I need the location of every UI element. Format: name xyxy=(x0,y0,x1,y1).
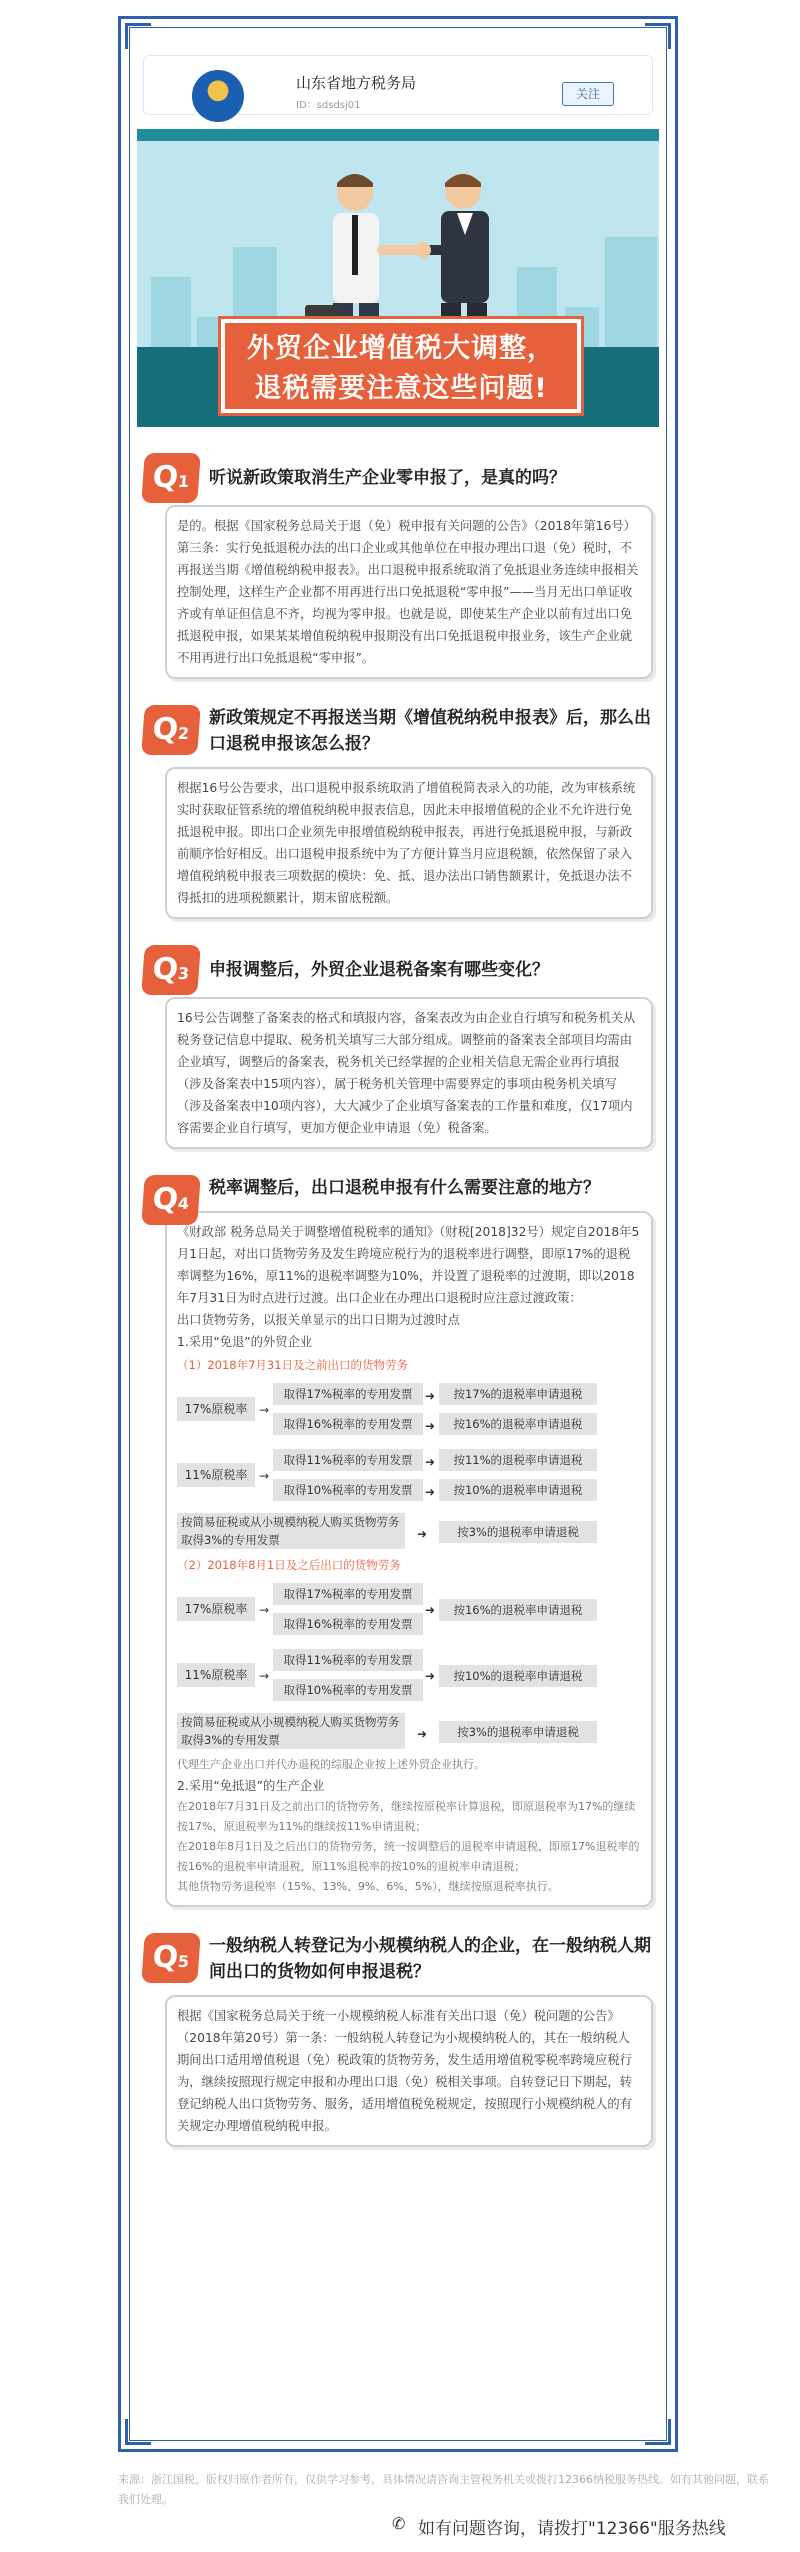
banner-title-line: 退税需要注意这些问题! xyxy=(254,373,548,404)
answer-subheading: 2.采用“免抵退”的生产企业 xyxy=(177,1779,325,1793)
flow-section-label: （2）2018年8月1日及之后出口的货物劳务 xyxy=(177,1558,401,1572)
badge-number: 1 xyxy=(177,472,190,491)
question-header xyxy=(143,945,653,987)
flow-diagram-17 xyxy=(177,1379,641,1441)
account-card[interactable] xyxy=(143,55,653,115)
flow-invoice-box: 取得10%税率的专用发票 xyxy=(273,1479,423,1501)
account-name: 山东省地方税务局 xyxy=(296,74,417,92)
question-title: 听说新政策取消生产企业零申报了，是真的吗？ xyxy=(209,468,566,488)
question-title: 申报调整后，外贸企业退税备案有哪些变化？ xyxy=(209,960,549,980)
follow-button[interactable]: 关注 xyxy=(562,82,614,106)
phone-icon: ✆ xyxy=(392,2514,406,2533)
question-title: 新政策规定不再报送当期《增值税纳税申报表》后，那么出口退税申报该怎么报？ xyxy=(209,708,651,754)
flow-invoice-box: 取得11%税率的专用发票 xyxy=(273,1649,423,1671)
arrow-icon: ➜ xyxy=(425,1485,436,1499)
question-section-5 xyxy=(143,1933,653,2147)
handshake-illustration xyxy=(297,165,517,345)
answer-box xyxy=(165,1211,653,1907)
banner-image xyxy=(137,129,659,427)
question-title: 一般纳税人转登记为小规模纳税人的企业，在一般纳税人期间出口的货物如何申报退税？ xyxy=(209,1936,651,1982)
flow-rate-box: 17%原税率 xyxy=(177,1397,255,1421)
flow-invoice-box: 取得16%税率的专用发票 xyxy=(273,1613,423,1635)
answer-note: 代理生产企业出口并代办退税的综服企业按上述外贸企业执行。 xyxy=(177,1758,485,1771)
question-section-3 xyxy=(143,945,653,1149)
flow-result-box: 按10%的退税率申请退税 xyxy=(439,1665,597,1687)
flow-result-box: 按3%的退税率申请退税 xyxy=(439,1521,597,1543)
source-note: 来源：浙江国税，版权归原作者所有，仅供学习参考，具体情况请咨询主管税务机关或拨打12366纳税服务热线。如有其他问题，联系我们处理。 xyxy=(118,2473,769,2506)
flow-invoice-box: 按简易征税或从小规模纳税人购买货物劳务取得3%的专用发票 xyxy=(177,1513,405,1549)
banner-title xyxy=(221,319,581,413)
flow-result-box: 按11%的退税率申请退税 xyxy=(439,1449,597,1471)
banner-top-strip xyxy=(137,129,659,141)
arrow-icon: ➜ xyxy=(425,1669,436,1683)
flow-diagram-3-new xyxy=(177,1711,641,1751)
question-section-1 xyxy=(143,453,653,679)
question-section-2 xyxy=(143,705,653,919)
question-badge xyxy=(141,1933,200,1983)
answer-paragraph: 出口货物劳务，以报关单显示的出口日期为过渡时点 xyxy=(177,1313,460,1327)
question-header xyxy=(143,453,653,495)
arrow-icon: ➜ xyxy=(425,1455,436,1469)
arrow-icon: → xyxy=(259,1469,270,1483)
flow-invoice-box: 取得16%税率的专用发票 xyxy=(273,1413,423,1435)
arrow-icon: ➜ xyxy=(417,1727,428,1741)
answer-note: 其他货物劳务退税率（15%、13%、9%、6%、5%），继续按原退税率执行。 xyxy=(177,1880,559,1893)
flow-result-box: 按16%的退税率申请退税 xyxy=(439,1413,597,1435)
badge-number: 5 xyxy=(177,1952,190,1971)
arrow-icon: ➜ xyxy=(417,1527,428,1541)
account-id: ID：sdsdsj01 xyxy=(296,100,361,111)
question-badge xyxy=(141,1175,200,1225)
flow-rate-box: 11%原税率 xyxy=(177,1463,255,1487)
flow-diagram-17-new xyxy=(177,1579,641,1641)
badge-number: 3 xyxy=(177,964,190,983)
answer-box: 是的。根据《国家税务总局关于退（免）税申报有关问题的公告》（2018年第16号）第三条：实行免抵退税办法的出口企业或其他单位在申报办理出口退（免）税时，不再报送当期《增值税纳税申报表》。出口退税申报系统取消了免抵退业务连续申报相关控制处理，这样生产企业都不用再进行出口免抵退税“零申报”——当月无出口单证收齐或有单证但信息不齐，均视为零申报。也就是说，即使某生产企业以前有过出口免抵退税申报，如果某某增值税纳税申报期没有出口免抵退税申报业务，该生产企业就不用再进行出口免抵退税“零申报”。 xyxy=(165,505,653,679)
flow-invoice-box: 取得10%税率的专用发票 xyxy=(273,1679,423,1701)
answer-box: 根据16号公告要求，出口退税申报系统取消了增值税简表录入的功能，改为审核系统实时获取征管系统的增值税纳税申报表信息，因此未申报增值税的企业不允许进行免抵退税申报。即出口企业须先申报增值税纳税申报表，再进行免抵退税申报，与新政前顺序恰好相反。出口退税申报系统中为了方便计算当月应退税额，依然保留了录入增值税纳税申报表三项数据的模块：免、抵、退办法出口销售额累计，免抵退办法不得抵扣的进项税额累计，期末留底税额。 xyxy=(165,767,653,919)
badge-letter: Q xyxy=(151,1940,180,1975)
arrow-icon: ➜ xyxy=(425,1389,436,1403)
arrow-icon: ➜ xyxy=(425,1603,436,1617)
frame-corner-ornament xyxy=(645,2419,671,2445)
answer-box: 16号公告调整了备案表的格式和填报内容，备案表改为由企业自行填写和税务机关从税务登记信息中提取、税务机关填写三大部分组成。调整前的备案表全部项目均需由企业填写，调整后的备案表，税务机关已经掌握的企业相关信息无需企业再行填报（涉及备案表中15项内容），属于税务机关管理中需要界定的事项由税务机关填写（涉及备案表中10项内容），大大减少了企业填写备案表的工作量和难度，仅17项内容需要企业自行填写，更加方便企业申请退（免）税备案。 xyxy=(165,997,653,1149)
flow-diagram-11-new xyxy=(177,1645,641,1707)
flow-result-box: 按10%的退税率申请退税 xyxy=(439,1479,597,1501)
badge-letter: Q xyxy=(151,460,180,495)
question-badge xyxy=(141,453,200,503)
tax-bureau-logo-icon xyxy=(190,68,246,124)
flow-rate-box: 11%原税率 xyxy=(177,1663,255,1687)
arrow-icon: ➜ xyxy=(425,1419,436,1433)
question-title: 税率调整后，出口退税申报有什么需要注意的地方？ xyxy=(209,1178,600,1198)
question-header xyxy=(143,1175,653,1217)
question-badge xyxy=(141,705,200,755)
hotline-text: 如有问题咨询，请拨打"12366"服务热线 xyxy=(418,2519,726,2539)
flow-diagram-3 xyxy=(177,1511,641,1551)
flow-invoice-box: 按简易征税或从小规模纳税人购买货物劳务取得3%的专用发票 xyxy=(177,1713,405,1749)
answer-paragraph: 《财政部 税务总局关于调整增值税税率的通知》（财税[2018]32号）规定自2018年5月1日起，对出口货物劳务及发生跨境应税行为的退税率进行调整，即原17%的退税率调整为16%，原11%的退税率调整为10%，并设置了退税率的过渡期，即以2018年7月31日为时点进行过渡。出口企业在办理出口退税时应注意过渡政策： xyxy=(177,1225,640,1305)
flow-diagram-11 xyxy=(177,1445,641,1507)
question-header xyxy=(143,705,653,757)
banner-title-line: 外贸企业增值税大调整， xyxy=(247,333,555,364)
badge-letter: Q xyxy=(151,1182,180,1217)
flow-result-box: 按16%的退税率申请退税 xyxy=(439,1599,597,1621)
badge-number: 4 xyxy=(177,1194,190,1213)
question-header xyxy=(143,1933,653,1985)
answer-note: 在2018年7月31日及之前出口的货物劳务，继续按原税率计算退税，即原退税率为17%的继续按17%，原退税率为11%的继续按11%申请退税； xyxy=(177,1800,636,1833)
badge-letter: Q xyxy=(151,712,180,747)
arrow-icon: → xyxy=(259,1603,270,1617)
flow-result-box: 按3%的退税率申请退税 xyxy=(439,1721,597,1743)
arrow-icon: → xyxy=(259,1403,270,1417)
badge-letter: Q xyxy=(151,952,180,987)
arrow-icon: → xyxy=(259,1669,270,1683)
flow-invoice-box: 取得17%税率的专用发票 xyxy=(273,1383,423,1405)
answer-subheading: 1.采用“免退”的外贸企业 xyxy=(177,1335,313,1349)
flow-invoice-box: 取得17%税率的专用发票 xyxy=(273,1583,423,1605)
flow-result-box: 按17%的退税率申请退税 xyxy=(439,1383,597,1405)
flow-invoice-box: 取得11%税率的专用发票 xyxy=(273,1449,423,1471)
article-frame xyxy=(118,16,678,2452)
question-badge xyxy=(141,945,200,995)
answer-box: 根据《国家税务总局关于统一小规模纳税人标准有关出口退（免）税问题的公告》（2018年第20号）第一条：一般纳税人转登记为小规模纳税人的，其在一般纳税人期间出口适用增值税退（免）税政策的货物劳务，发生适用增值税零税率跨境应税行为，继续按照现行规定申报和办理出口退（免）税相关事项。自转登记日下期起，转登记纳税人出口货物劳务、服务，适用增值税免税规定，按照现行小规模纳税人的有关规定办理增值税纳税申报。 xyxy=(165,1995,653,2147)
flow-section-label: （1）2018年7月31日及之前出口的货物劳务 xyxy=(177,1358,409,1372)
answer-note: 在2018年8月1日及之后出口的货物劳务，统一按调整后的退税率申请退税，即原17%退税率的按16%的退税率申请退税，原11%退税率的按10%的退税率申请退税； xyxy=(177,1840,640,1873)
flow-rate-box: 17%原税率 xyxy=(177,1597,255,1621)
question-section-4 xyxy=(143,1175,653,1907)
badge-number: 2 xyxy=(177,724,190,743)
article-content xyxy=(133,31,663,2147)
frame-corner-ornament xyxy=(125,2419,151,2445)
